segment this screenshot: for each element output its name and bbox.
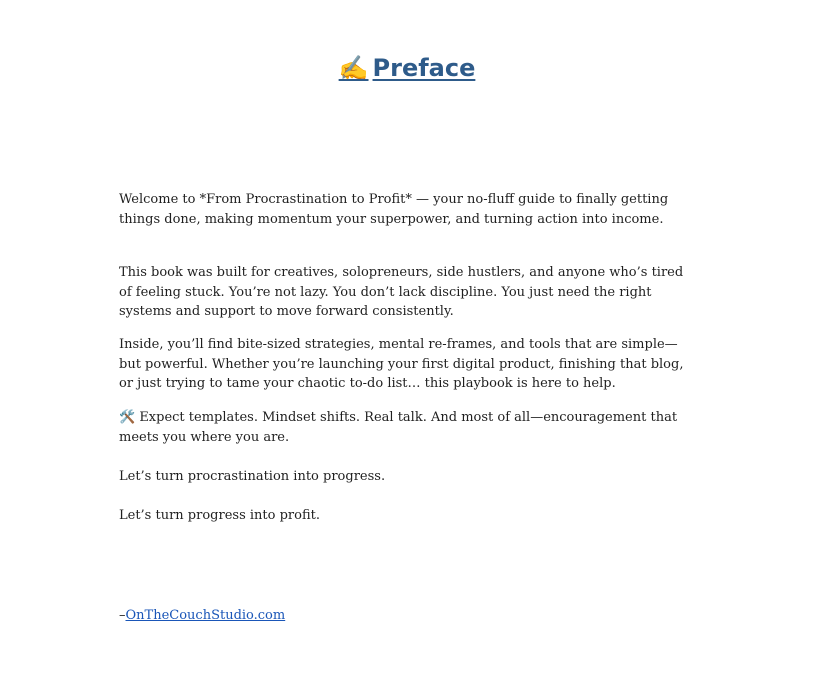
paragraph-profit <box>119 506 694 526</box>
paragraph-text: Welcome to *From Procrastination to Profit* — your no-fluff guide to finally getting things done, making momentum your superpower, and turning action into income. <box>119 192 669 227</box>
signature <box>119 606 285 626</box>
signature-dash: – <box>119 608 126 623</box>
paragraph-expect <box>119 408 694 447</box>
paragraph-audience <box>119 263 694 322</box>
signature-link[interactable]: OnTheCouchStudio.com <box>125 608 286 623</box>
paragraph-text: 🛠️ Expect templates. Mindset shifts. Real talk. And most of all—encouragement that meets you where you are. <box>119 410 678 445</box>
paragraph-text: Inside, you’ll find bite-sized strategies, mental re-frames, and tools that are simple—but powerful. Whether you’re launching your first digital product, finishing that blog, or just trying to tame your chaotic to-do list… this playbook is here to help. <box>119 337 684 391</box>
paragraph-inside <box>119 335 694 394</box>
writing-hand-icon: ✍️ <box>338 54 369 82</box>
page-title <box>339 52 476 84</box>
paragraph-text: Let’s turn procrastination into progress. <box>119 469 386 484</box>
paragraph-text: Let’s turn progress into profit. <box>119 508 320 523</box>
paragraph-text: This book was built for creatives, solopreneurs, side hustlers, and anyone who’s tired of feeling stuck. You’re not lazy. You don’t lack discipline. You just need the right systems and support to move forward consistently. <box>119 265 684 319</box>
title-container <box>0 52 814 84</box>
page-title-text: Preface <box>372 54 476 82</box>
paragraph-progress <box>119 467 694 487</box>
paragraph-welcome <box>119 190 694 229</box>
